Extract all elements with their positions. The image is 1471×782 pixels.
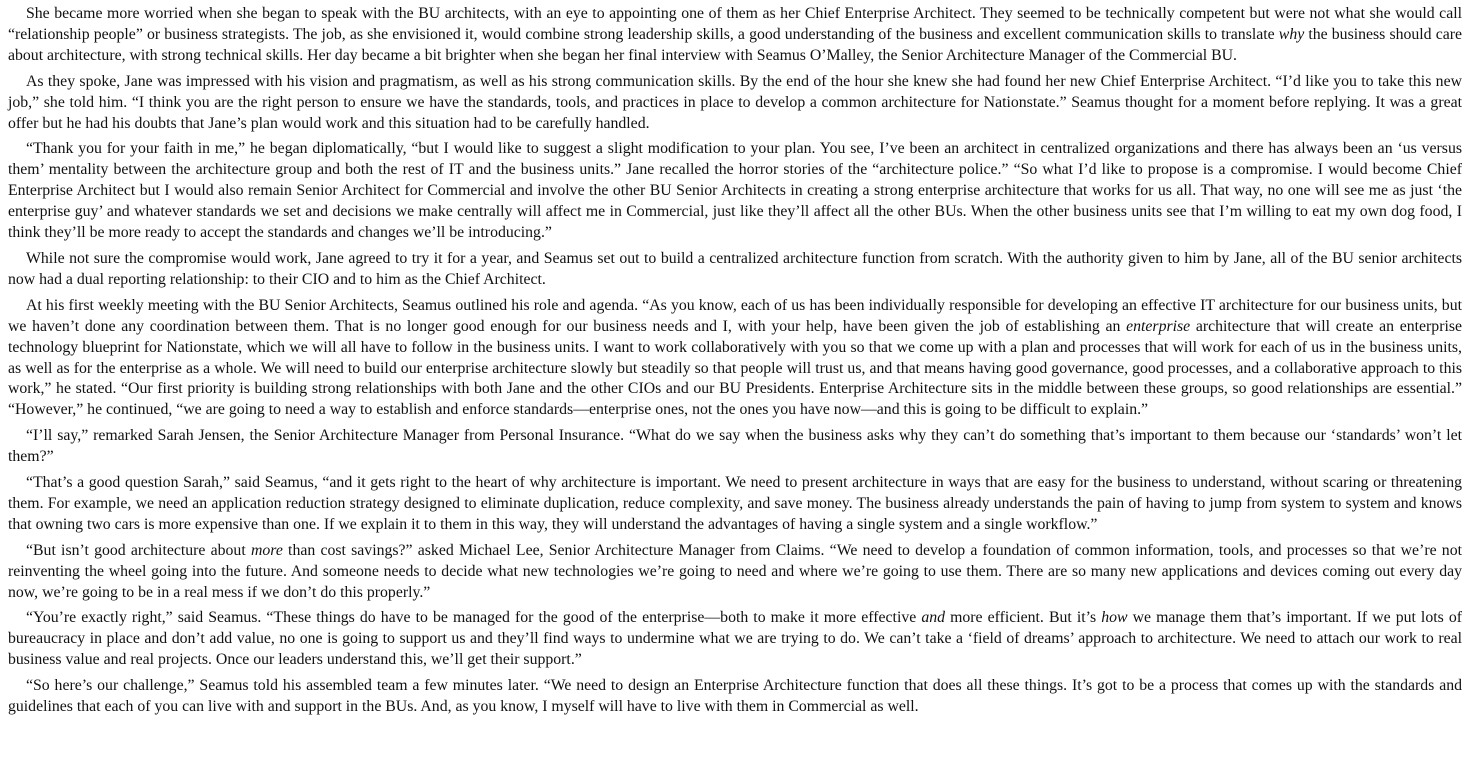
paragraph-6: [8, 426, 1462, 468]
paragraph-1-text-continued: the business should care about architecture, with strong technical skills. Her day became a bit brighter when she began her final interview with Seamus O’Malley, the Senior Architecture Manager of the Commercial BU.: [8, 25, 1462, 64]
paragraph-3-text: “Thank you for your faith in me,” he began diplomatically, “but I would like to suggest a slight modification to your plan. You see, I’ve been an architect in centralized organizations and there has always been an ‘us versus them’ mentality between the architecture group and both the rest of IT and the business units.” Jane recalled the horror stories of the “architecture police.” “So what I’d like to propose is a compromise. I would become Chief Enterprise Architect but I would also remain Senior Architect for Commercial and involve the other BU Senior Architects in creating a strong enterprise architecture that works for us all. That way, no one will see me as just ‘the enterprise guy’ and whatever standards we set and decisions we make centrally will affect me in Commercial, just like they’ll affect all the other BUs. When the other business units see that I’m willing to eat my own dog food, I think they’ll be more ready to accept the standards and changes we’ll be introducing.”: [8, 140, 1462, 242]
paragraph-8: [8, 541, 1462, 604]
paragraph-9-text-middle: more efficient. But it’s: [945, 609, 1102, 627]
paragraph-1: [8, 4, 1462, 67]
paragraph-9: [8, 608, 1462, 671]
paragraph-9-emphasis-how: how: [1101, 609, 1128, 627]
paragraph-1-text: She became more worried when she began to speak with the BU architects, with an eye to appointing one of them as her Chief Enterprise Architect. They seemed to be technically competent but were not what she would call “relationship people” or business strategists. The job, as she envisioned it, would combine strong leadership skills, a good understanding of the business and excellent communication skills to translate: [8, 5, 1462, 43]
paragraph-10: [8, 676, 1462, 718]
paragraph-8-emphasis: more: [250, 541, 283, 559]
paragraph-5-emphasis: enterprise: [1126, 317, 1191, 335]
paragraph-8-text-continued: than cost savings?” asked Michael Lee, Senior Architecture Manager from Claims. “We need to develop a foundation of common information, tools, and processes so that we’re not reinventing the wheel going into the future. And someone needs to decide what new technologies we’re going to need and where we’re going to use them. There are so many new applications and devices coming out every day now, we’re going to be in a real mess if we don’t do this properly.”: [8, 541, 1462, 601]
paragraph-3: [8, 139, 1462, 244]
paragraph-9-text-continued: we manage them that’s important. If we put lots of bureaucracy in place and don’t add value, no one is going to support us and they’ll find ways to undermine what we are trying to do. We can’t take a ‘field of dreams’ approach to architecture. We need to attach our work to real business value and real projects. Once our leaders understand this, we’ll get their support.”: [8, 609, 1462, 669]
paragraph-6-text: “I’ll say,” remarked Sarah Jensen, the Senior Architecture Manager from Personal Insurance. “What do we say when the business asks why they can’t do something that’s important to them because our ‘standards’ won’t let them?”: [8, 427, 1462, 466]
paragraph-5-text-continued: architecture that will create an enterprise technology blueprint for Nationstate, which we will all have to follow in the business units. I want to work collaboratively with you so that we come up with a plan and processes that will work for each of us in the business units, as well as for the enterprise as a whole. We will need to build our enterprise architecture slowly but steadily so that people will trust us, and that means having good governance, good processes, and a collaborative approach to this work,” he stated. “Our first priority is building strong relationships with both Jane and the other CIOs and our BU Presidents. Enterprise Architecture sits in the middle between these groups, so good relationships are essential.” “However,” he continued, “we are going to need a way to establish and enforce standards—enterprise ones, not the ones you have now—and this is going to be difficult to explain.”: [8, 317, 1462, 419]
paragraph-8-text: “But isn’t good architecture about: [26, 541, 251, 559]
paragraph-5-text: At his first weekly meeting with the BU Senior Architects, Seamus outlined his role and agenda. “As you know, each of us has been individually responsible for developing an effective IT architecture for our business units, but we haven’t done any coordination between them. That is no longer good enough for our business needs and I, with your help, have been given the job of establishing an: [8, 296, 1462, 335]
paragraph-7-text: “That’s a good question Sarah,” said Seamus, “and it gets right to the heart of why architecture is important. We need to present architecture in ways that are easy for the business to understand, without scaring or threatening them. For example, we need an application reduction strategy designed to eliminate duplication, reduce complexity, and save money. The business already understands the pain of having to jump from system to system and knows that owning two cars is more expensive than one. If we explain it to them in this way, they will understand the advantages of having a single system and a single workflow.”: [8, 474, 1462, 533]
paragraph-4-text: While not sure the compromise would work, Jane agreed to try it for a year, and Seamus set out to build a centralized architecture function from scratch. With the authority given to him by Jane, all of the BU senior architects now had a dual reporting relationship: to their CIO and to him as the Chief Architect.: [8, 249, 1462, 288]
paragraph-2-text: As they spoke, Jane was impressed with his vision and pragmatism, as well as his strong communication skills. By the end of the hour she knew she had found her new Chief Enterprise Architect. “I’d like you to take this new job,” she told him. “I think you are the right person to ensure we have the standards, tools, and practices in place to develop a common architecture for Nationstate.” Seamus thought for a moment before replying. It was a great offer but he had his doubts that Jane’s plan would work and this situation had to be carefully handled.: [8, 72, 1462, 132]
paragraph-7: [8, 473, 1462, 536]
paragraph-1-emphasis: why: [1278, 25, 1305, 43]
paragraph-9-emphasis-and: and: [921, 609, 946, 627]
paragraph-2: [8, 72, 1462, 135]
paragraph-9-text: “You’re exactly right,” said Seamus. “These things do have to be managed for the good of the enterprise—both to make it more effective: [26, 609, 922, 627]
paragraph-10-text: “So here’s our challenge,” Seamus told his assembled team a few minutes later. “We need to design an Enterprise Architecture function that does all these things. It’s got to be a process that comes up with the standards and guidelines that each of you can live with and support in the BUs. And, as you know, I myself will have to live with them in Commercial as well.: [8, 677, 1462, 716]
paragraph-4: [8, 249, 1462, 291]
paragraph-5: [8, 296, 1462, 421]
